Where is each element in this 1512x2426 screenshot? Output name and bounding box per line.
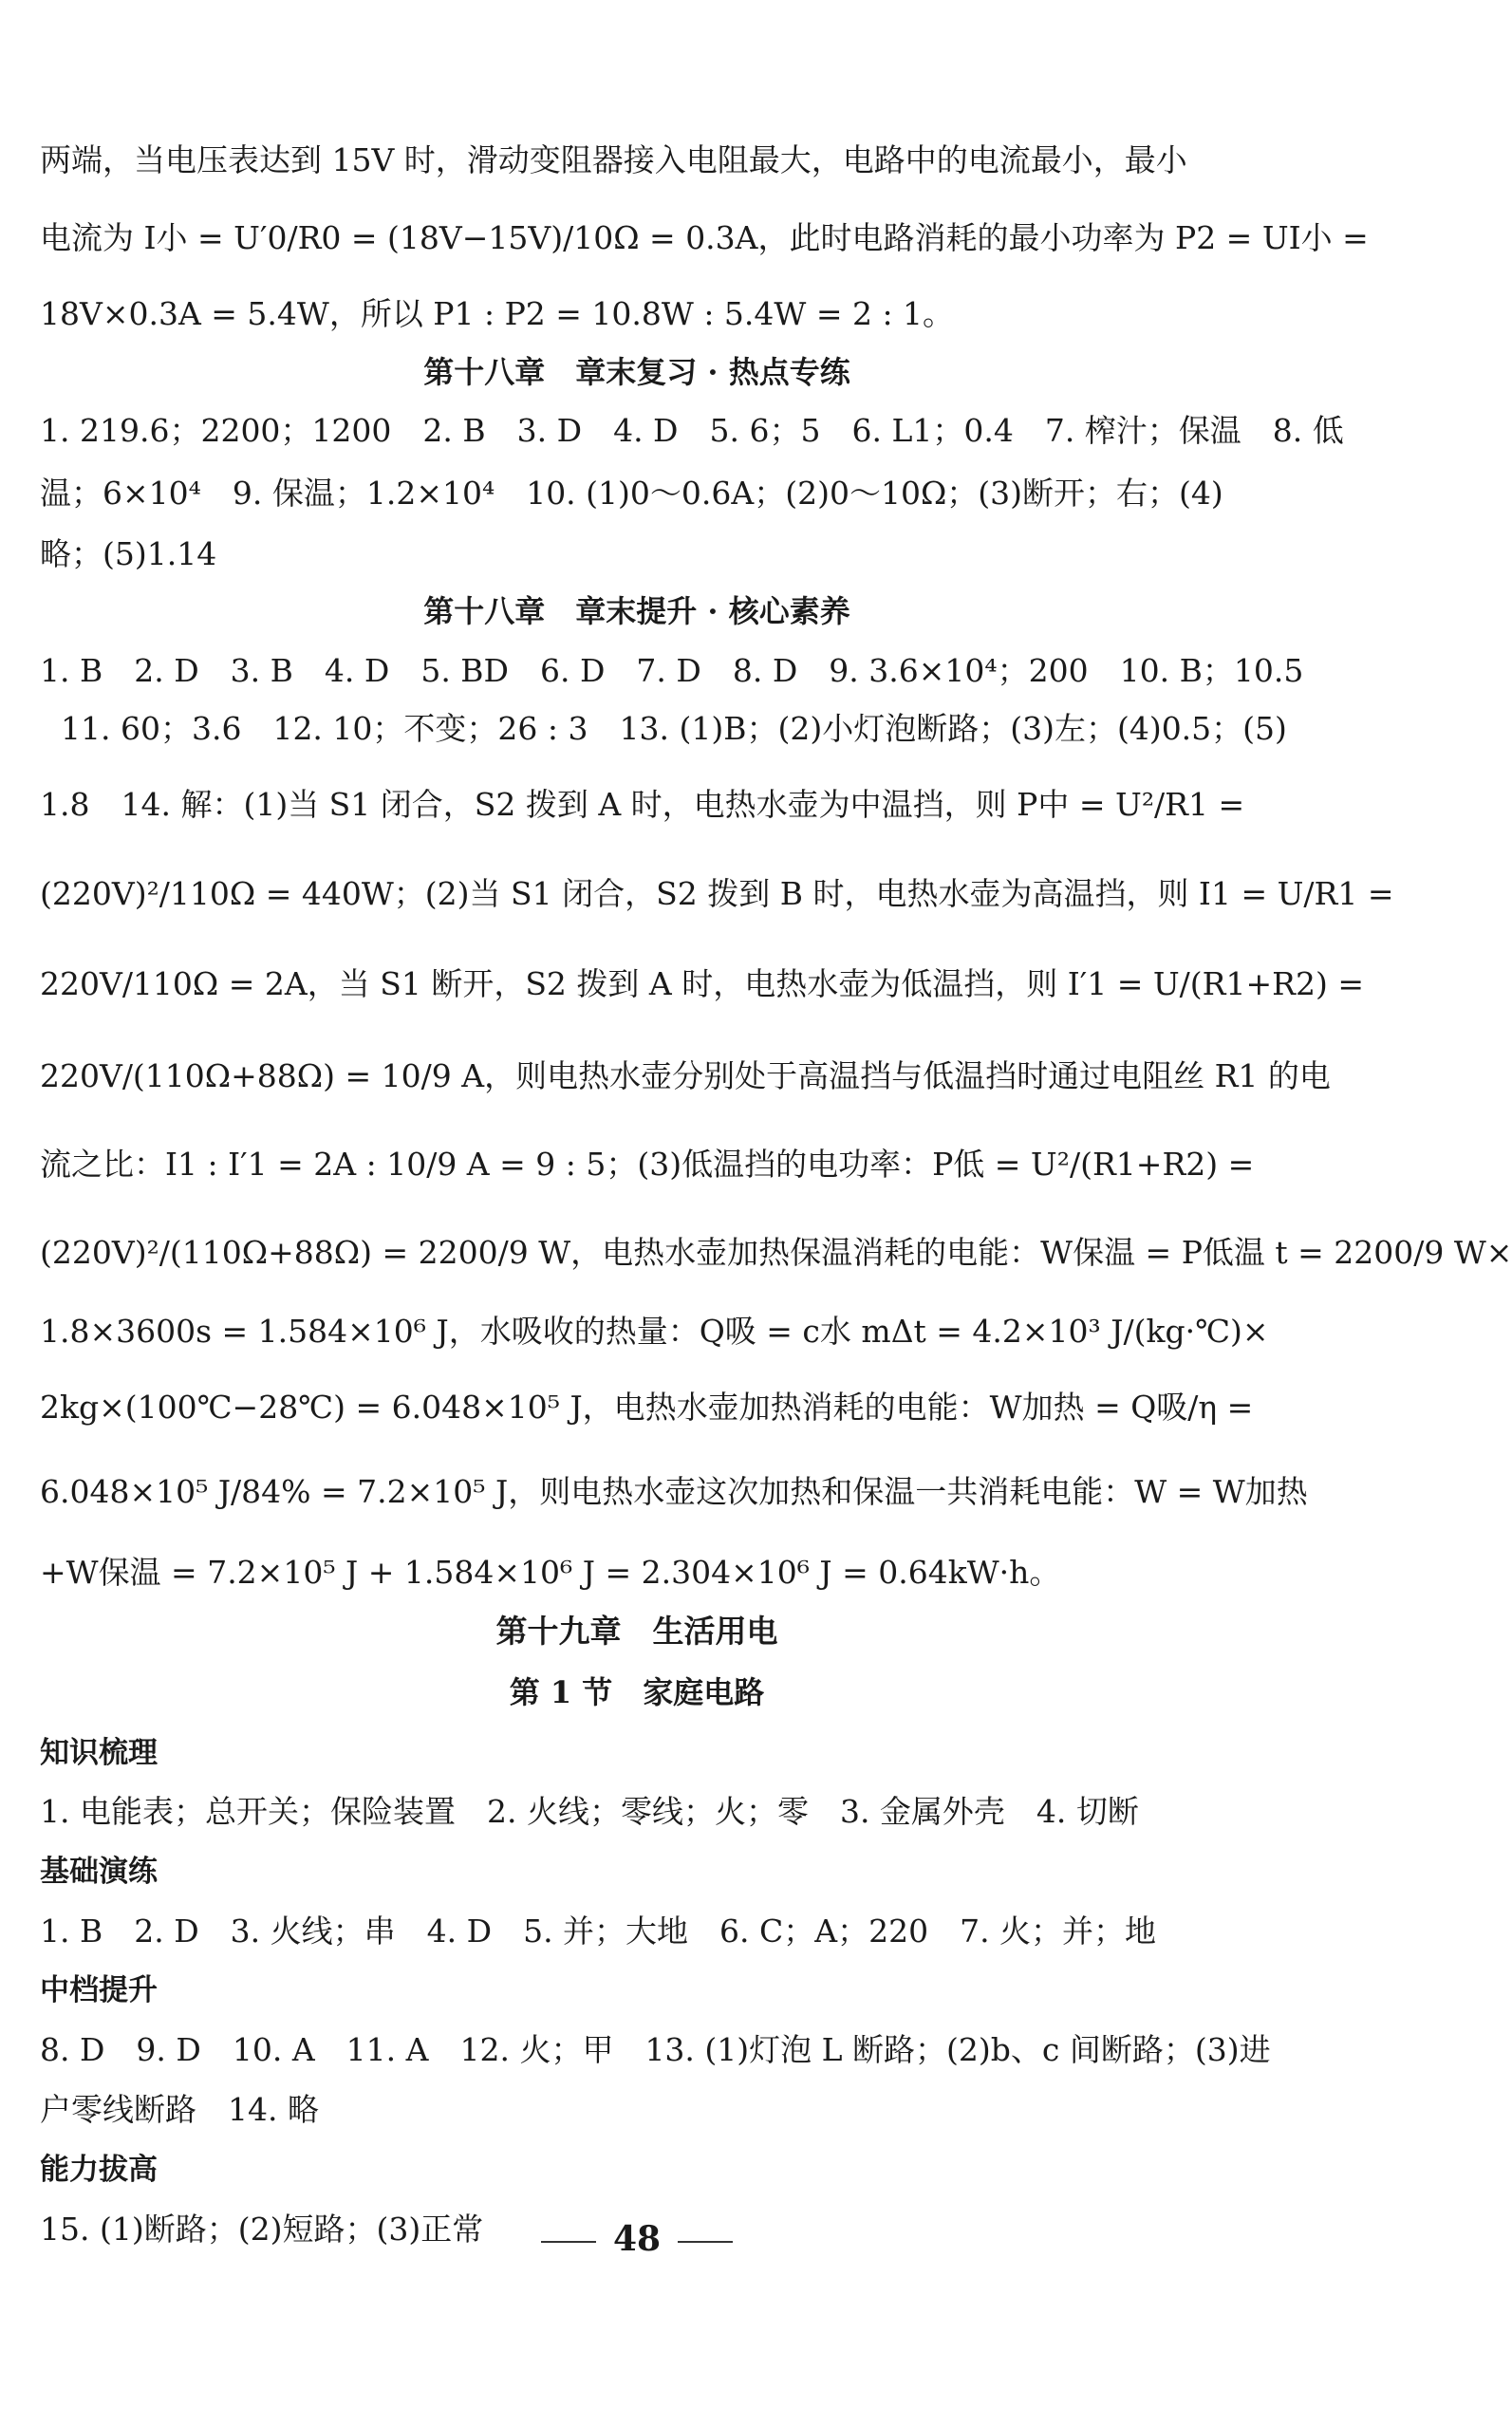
text-line: +W保温 = 7.2×10⁵ J + 1.584×10⁶ J = 2.304×10⁶ J = 0.64kW·h。 [40, 1554, 1061, 1591]
text-line: 1. 电能表；总开关；保险装置 2. 火线；零线；火；零 3. 金属外壳 4. 切断 [40, 1793, 1139, 1830]
text-line: 电流为 I小 = U′0/R0 = (18V−15V)/10Ω = 0.3A，此时电路消耗的最小功率为 P2 = UI小 = [40, 219, 1369, 256]
section-title: 第十八章 章末复习 · 热点专练 [423, 354, 850, 390]
text-line: (220V)²/110Ω = 440W；(2)当 S1 闭合，S2 拨到 B 时，电热水壶为高温挡，则 I1 = U/R1 = [40, 875, 1394, 912]
section-title: 第十八章 章末提升 · 核心素养 [423, 593, 850, 629]
page-number: 48 [612, 2219, 662, 2259]
text-line: 1. B 2. D 3. B 4. D 5. BD 6. D 7. D 8. D 9. 3.6×10⁴；200 10. B；10.5 [40, 652, 1304, 689]
text-line: 6.048×10⁵ J/84% = 7.2×10⁵ J，则电热水壶这次加热和保温一共消耗电能：W = W加热 [40, 1473, 1308, 1510]
text-line: (220V)²/(110Ω+88Ω) = 2200/9 W，电热水壶加热保温消耗的电能：W保温 = P低温 t = 2200/9 W× [40, 1234, 1512, 1271]
text-line: 1. B 2. D 3. 火线；串 4. D 5. 并；大地 6. C；A；220 7. 火；并；地 [40, 1913, 1157, 1950]
text-line: 18V×0.3A = 5.4W，所以 P1 : P2 = 10.8W : 5.4W = 2 : 1。 [40, 295, 955, 332]
subsection-heading: 中档提升 [40, 1973, 158, 2007]
text-line: 220V/(110Ω+88Ω) = 10/9 A，则电热水壶分别处于高温挡与低温挡时通过电阻丝 R1 的电 [40, 1057, 1331, 1094]
text-line: 220V/110Ω = 2A，当 S1 断开，S2 拨到 A 时，电热水壶为低温挡，则 I′1 = U/(R1+R2) = [40, 965, 1365, 1002]
chapter-title: 第十九章 生活用电 [495, 1613, 778, 1650]
subsection-heading: 基础演练 [40, 1855, 158, 1889]
footer-dash-right [678, 2241, 733, 2243]
subsection-heading: 能力拔高 [40, 2153, 158, 2187]
text-line: 1.8 14. 解：(1)当 S1 闭合，S2 拨到 A 时，电热水壶为中温挡，则 P中 = U²/R1 = [40, 786, 1245, 823]
text-line: 8. D 9. D 10. A 11. A 12. 火；甲 13. (1)灯泡 L 断路；(2)b、c 间断路；(3)进 [40, 2031, 1271, 2068]
page-number-footer [0, 2219, 1274, 2259]
text-line: 略；(5)1.14 [40, 535, 217, 572]
text-line: 户零线断路 14. 略 [40, 2091, 319, 2128]
text-line: 11. 60；3.6 12. 10；不变；26 : 3 13. (1)B；(2)小灯泡断路；(3)左；(4)0.5；(5) [61, 710, 1287, 747]
text-line: 流之比：I1 : I′1 = 2A : 10/9 A = 9 : 5；(3)低温挡的电功率：P低 = U²/(R1+R2) = [40, 1146, 1255, 1183]
text-line: 15. (1)断路；(2)短路；(3)正常 [40, 2211, 484, 2248]
section-title: 第 1 节 家庭电路 [509, 1674, 765, 1710]
text-line: 2kg×(100℃−28℃) = 6.048×10⁵ J，电热水壶加热消耗的电能：W加热 = Q吸/η = [40, 1389, 1254, 1426]
text-line: 温；6×10⁴ 9. 保温；1.2×10⁴ 10. (1)0～0.6A；(2)0～10Ω；(3)断开；右；(4) [40, 475, 1223, 512]
text-line: 两端，当电压表达到 15V 时，滑动变阻器接入电阻最大，电路中的电流最小，最小 [40, 141, 1187, 178]
text-line: 1. 219.6；2200；1200 2. B 3. D 4. D 5. 6；5 6. L1；0.4 7. 榨汁；保温 8. 低 [40, 412, 1344, 449]
subsection-heading: 知识梳理 [40, 1736, 158, 1770]
text-line: 1.8×3600s = 1.584×10⁶ J，水吸收的热量：Q吸 = c水 mΔt = 4.2×10³ J/(kg·℃)× [40, 1313, 1269, 1350]
footer-dash-left [541, 2241, 596, 2243]
